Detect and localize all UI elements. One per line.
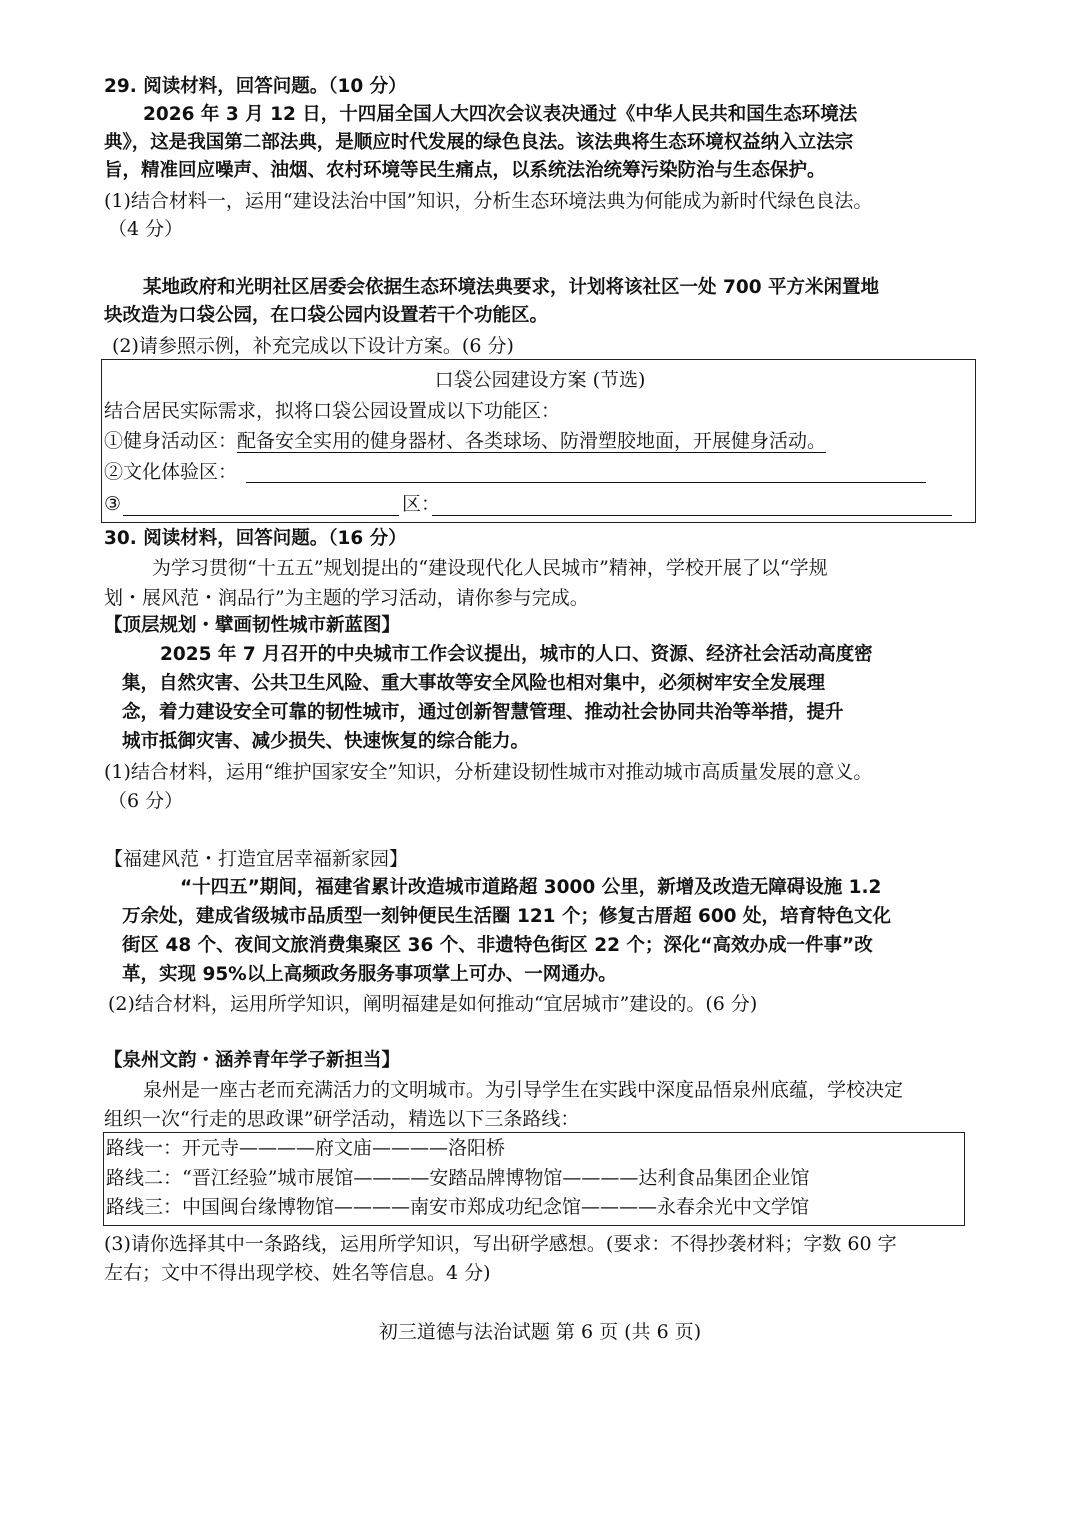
plan-item2-label: ②文化体验区： bbox=[104, 461, 238, 483]
plan-item3-mid: 区： bbox=[402, 493, 441, 515]
q30-sec1-material-line1: 2025 年 7 月召开的中央城市工作会议提出，城市的人口、资源、经济社会活动高度密 bbox=[160, 644, 873, 665]
plan-item3-answer-blank[interactable] bbox=[432, 515, 952, 516]
q30-sec2-title: 【福建风范・打造宜居幸福新家园】 bbox=[104, 848, 409, 870]
q30-sec2-material-line3: 街区 48 个、夜间文旅消费集聚区 36 个、非遗特色街区 22 个；深化“高效办成一件事”改 bbox=[122, 935, 873, 956]
q29-material2-line2: 块改造为口袋公园，在口袋公园内设置若干个功能区。 bbox=[104, 305, 549, 326]
q29-title: 29. 阅读材料，回答问题。（10 分） bbox=[104, 76, 407, 97]
plan-item1-label: ①健身活动区： bbox=[104, 430, 238, 452]
q30-sec3-title: 【泉州文韵・涵养青年学子新担当】 bbox=[104, 1050, 401, 1071]
route-1: 路线一：开元寺————府文庙————洛阳桥 bbox=[106, 1137, 506, 1159]
q30-sec3-material-line2: 组织一次“行走的思政课”研学活动，精选以下三条路线： bbox=[104, 1108, 580, 1130]
q30-sec2-material-line4: 革，实现 95%以上高频政务服务事项掌上可办、一网通办。 bbox=[122, 964, 617, 985]
q30-sec3-material-line1: 泉州是一座古老而充满活力的文明城市。为引导学生在实践中深度品悟泉州底蕴，学校决定 bbox=[143, 1079, 904, 1101]
q30-sec1-title: 【顶层规划・擘画韧性城市新蓝图】 bbox=[104, 615, 401, 636]
page-footer: 初三道德与法治试题 第 6 页 (共 6 页) bbox=[378, 1321, 702, 1343]
q30-sub1-line1: (1)结合材料，运用“维护国家安全”知识，分析建设韧性城市对推动城市高质量发展的意义。 bbox=[104, 761, 873, 783]
q29-material2-line1: 某地政府和光明社区居委会依据生态环境法典要求，计划将该社区一处 700 平方米闲置地 bbox=[143, 277, 880, 298]
plan-item3-name-blank[interactable] bbox=[123, 515, 399, 516]
q30-sec1-material-line3: 念，着力建设安全可靠的韧性城市，通过创新智慧管理、推动社会协同共治等举措，提升 bbox=[122, 702, 844, 723]
route-2: 路线二：“晋江经验”城市展馆————安踏品牌博物馆————达利食品集团企业馆 bbox=[106, 1167, 810, 1189]
q29-sub1-line2: （4 分） bbox=[108, 218, 184, 240]
q30-sub3-line1: (3)请你选择其中一条路线，运用所学知识，写出研学感想。(要求：不得抄袭材料；字数 60 字 bbox=[104, 1233, 897, 1255]
plan-item2-answer-blank[interactable] bbox=[246, 482, 926, 483]
q30-intro-line2: 划・展风范・润品行”为主题的学习活动，请你参与完成。 bbox=[104, 587, 589, 609]
q30-sec1-material-line2: 集，自然灾害、公共卫生风险、重大事故等安全风险也相对集中，必须树牢安全发展理 bbox=[122, 673, 826, 694]
q29-sub2: (2)请参照示例，补充完成以下设计方案。(6 分) bbox=[112, 335, 514, 357]
park-plan-intro: 结合居民实际需求，拟将口袋公园设置成以下功能区： bbox=[104, 400, 561, 422]
q30-sub3-line2: 左右；文中不得出现学校、姓名等信息。4 分) bbox=[104, 1262, 491, 1284]
q30-sub1-line2: （6 分） bbox=[108, 790, 184, 812]
q30-sec2-material-line1: “十四五”期间，福建省累计改造城市道路超 3000 公里，新增及改造无障碍设施 1.2 bbox=[180, 877, 882, 898]
plan-item3-label: ③ bbox=[104, 493, 122, 515]
q29-material1-line1: 2026 年 3 月 12 日，十四届全国人大四次会议表决通过《中华人民共和国生态环境法 bbox=[143, 104, 858, 125]
q29-material1-line2: 典》，这是我国第二部法典，是顺应时代发展的绿色良法。该法典将生态环境权益纳入立法宗 bbox=[104, 132, 854, 153]
plan-item1 bbox=[104, 427, 826, 455]
q30-sec2-material-line2: 万余处，建成省级城市品质型一刻钟便民生活圈 121 个；修复古厝超 600 处，培育特色文化 bbox=[122, 906, 891, 927]
q30-sub2: (2)结合材料，运用所学知识，阐明福建是如何推动“宜居城市”建设的。(6 分) bbox=[108, 993, 758, 1015]
route-3: 路线三：中国闽台缘博物馆————南安市郑成功纪念馆————永春余光中文学馆 bbox=[106, 1196, 810, 1218]
q30-intro-line1: 为学习贯彻“十五五”规划提出的“建设现代化人民城市”精神，学校开展了以“学规 bbox=[152, 557, 828, 579]
q29-material1-line3: 旨，精准回应噪声、油烟、农村环境等民生痛点，以系统法治统筹污染防治与生态保护。 bbox=[104, 160, 826, 181]
q30-sec1-material-line4: 城市抵御灾害、减少损失、快速恢复的综合能力。 bbox=[122, 731, 530, 752]
q29-sub1-line1: (1)结合材料一，运用“建设法治中国”知识，分析生态环境法典为何能成为新时代绿色良法。 bbox=[104, 190, 873, 212]
plan-item1-example: 配备安全实用的健身器材、各类球场、防滑塑胶地面，开展健身活动。 bbox=[237, 430, 827, 452]
park-plan-title: 口袋公园建设方案 (节选) bbox=[434, 369, 646, 391]
q30-title: 30. 阅读材料，回答问题。（16 分） bbox=[104, 528, 407, 549]
